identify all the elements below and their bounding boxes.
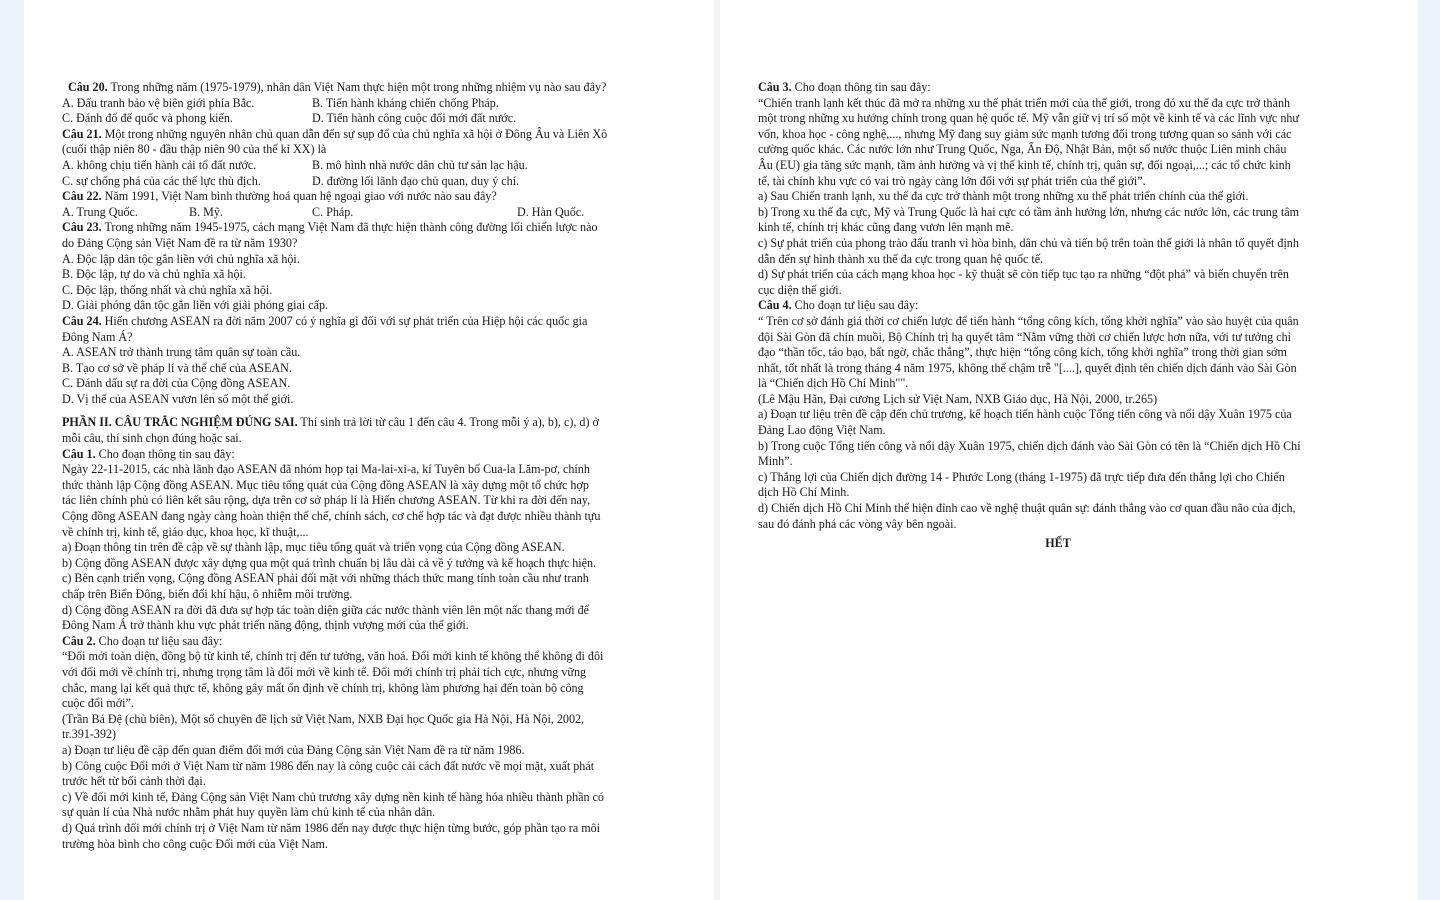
answer-option-a: A. ASEAN trở thành trung tâm quân sự toàn cầu. — [62, 345, 301, 360]
section-spacer — [62, 407, 702, 415]
answer-option-c: C. Pháp. — [312, 204, 354, 219]
statement-d: d) Quá trình đổi mới chính trị ở Việt Nam từ năm 1986 đến nay được thực hiện từng bước, góp phần tạo ra môi — [62, 820, 601, 835]
statement-b: b) Trong xu thế đa cực, Mỹ và Trung Quốc là hai cực có tầm ảnh hưởng lớn, nhưng các nước lớn, các trung tâm — [758, 204, 1299, 219]
part-2-question-4-stem — [758, 298, 1398, 314]
answer-option-b: B. Tiến hành kháng chiến chống Pháp. — [312, 95, 499, 110]
question-23-stem — [62, 220, 702, 236]
part-2-question-3-stem — [758, 80, 1398, 96]
answer-option-c: C. Đánh dấu sự ra đời của Cộng đồng ASEAN. — [62, 376, 291, 391]
right-page-content — [758, 80, 1398, 552]
question-text: Cho đoạn tư liệu sau đây: — [95, 633, 223, 648]
text-line: đạo “thần tốc, táo bạo, bất ngờ, chắc thắng”, thực hiện “tổng công kích, tổng khởi nghĩa” trong thời gian sớm — [758, 345, 1287, 360]
answer-option-b: B. Tạo cơ sở về pháp lí và thể chế của ASEAN. — [62, 360, 292, 375]
answer-option-d: D. Tiến hành công cuộc đổi mới đất nước. — [312, 111, 517, 126]
text-line: là “Chiến dịch Hồ Chí Minh"". — [758, 376, 909, 391]
answer-option-b: B. Độc lập, tự do và chủ nghĩa xã hội. — [62, 267, 246, 282]
statement-d: d) Cộng đồng ASEAN ra đời đã đưa sự hợp tác toàn diện giữa các nước thành viên lên một nấc thang mới để — [62, 602, 590, 617]
question-text: Một trong những nguyên nhân chủ quan dẫn đến sự sụp đổ của chủ nghĩa xã hội ở Đông Âu và Liên Xô — [101, 126, 608, 141]
answer-option-b: B. mô hình nhà nước dân chủ tư sản lạc hậu. — [312, 157, 528, 172]
statement-c: c) Bên cạnh triển vọng, Cộng đồng ASEAN phải đối mặt với những thách thức mang tính toàn cầu như tranh — [62, 571, 589, 586]
text-line: chắc, mang lại kết quả thực tế, không gây mất ổn định về chính trị, không làm phương hại đến toàn bộ công — [62, 680, 584, 695]
question-number: Câu 2. — [62, 633, 96, 648]
text-line: về chính trị, kinh tế, giáo dục, khoa học, kĩ thuật,... — [62, 524, 309, 539]
question-21-options-row-2 — [62, 174, 702, 190]
statement-d-cont: trường hòa bình cho công cuộc Đổi mới của Việt Nam. — [62, 836, 328, 851]
left-page-content — [62, 80, 702, 852]
question-20-options-row-1 — [62, 96, 702, 112]
text-line: “ Trên cơ sở đánh giá thời cơ chiến lược để tiến hành “tổng công kích, tổng khởi nghĩa” vào sào huyệt của quân — [758, 313, 1299, 328]
text-line: với đổi mới về chính trị, nhưng trọng tâm là đổi mới về kinh tế. Đổi mới chính trị phải tích cực, nhưng vững — [62, 664, 587, 679]
answer-option-b: B. Mỹ. — [189, 204, 223, 219]
part-2-instructions: Thí sinh trả lời từ câu 1 đến câu 4. Trong mỗi ý a), b), c), d) ở — [297, 415, 599, 430]
statement-c-cont: dịch Hồ Chí Minh. — [758, 485, 850, 500]
statement-b-cont: kinh tế, chính trị khác cũng đang vươn lên mạnh mẽ. — [758, 220, 1014, 235]
question-text: Trong những năm 1945-1975, cách mạng Việt Nam đã thực hiện thành công đường lối chiến lược nào — [101, 220, 598, 235]
question-text: Trong những năm (1975-1979), nhân dân Việt Nam thực hiện một trong những nhiệm vụ nào sau đây? — [107, 80, 607, 94]
text-line: cuộc đổi mới”. — [62, 696, 134, 711]
question-text: Cho đoạn thông tin sau đây: — [95, 446, 235, 461]
question-number: Câu 22. — [62, 189, 102, 204]
question-20-options-row-2 — [62, 111, 702, 127]
part-2-question-2-body — [62, 649, 702, 852]
statement-a: a) Đoạn tư liệu đề cập đến quan điểm đổi mới của Đảng Cộng sản Việt Nam đề ra từ năm 1986. — [62, 742, 525, 757]
statement-c: c) Thắng lợi của Chiến dịch đường 14 - Phước Long (tháng 1-1975) đã trực tiếp đưa đến thắng lợi cho Chiến — [758, 469, 1285, 484]
question-number: Câu 23. — [62, 220, 102, 235]
part-2-question-3-body — [758, 96, 1398, 299]
question-22-stem — [62, 189, 702, 205]
statement-a: a) Đoạn thông tin trên đề cập về sự thành lập, mục tiêu tổng quát và triển vọng của Cộng đồng ASEAN. — [62, 540, 565, 555]
statement-a: a) Đoạn tư liệu trên đề cập đến chủ trương, kế hoạch tiến hành cuộc Tổng tiến công và nổi dậy Xuân 1975 của — [758, 407, 1292, 422]
part-2-heading — [62, 415, 702, 431]
question-24-stem — [62, 314, 702, 330]
statement-d-cont: sau đó đánh phá các vòng vây bên ngoài. — [758, 516, 957, 531]
statement-d: d) Sự phát triển của cách mạng khoa học - kỹ thuật sẽ còn tiếp tục tạo ra những “đột phá” và biến chuyển trên — [758, 267, 1289, 282]
question-21-options-row-1 — [62, 158, 702, 174]
part-2-title: PHẦN II. CÂU TRẮC NGHIỆM ĐÚNG SAI. — [62, 415, 298, 430]
question-20-stem — [62, 80, 702, 96]
statement-b: b) Cộng đồng ASEAN được xây dựng qua một quá trình chuẩn bị lâu dài cả về ý tưởng và kế hoạch thực hiện. — [62, 555, 597, 570]
text-line: cường quốc khác. Các nước lớn như Trung Quốc, Nga, Ấn Độ, Nhật Bản, một số nước thuộc Liên minh châu — [758, 142, 1287, 157]
end-marker: HẾT — [1045, 536, 1071, 551]
citation: (Trần Bá Đệ (chủ biên), Một số chuyên đề lịch sử Việt Nam, NXB Đại học Quốc gia Hà Nội, Hà Nội, 2002, — [62, 711, 585, 726]
statement-a-cont: Đảng Lao động Việt Nam. — [758, 423, 886, 438]
answer-option-d: D. Giải phóng dân tộc gắn liền với giải phóng giai cấp. — [62, 298, 329, 313]
statement-b: b) Trong cuộc Tổng tiến công và nổi dậy Xuân 1975, chiến dịch đánh vào Sài Gòn có tên là “Chiến dịch Hồ Chí — [758, 438, 1301, 453]
statement-c-cont: dẫn đến sự hình thành xu thế đa cực trong quan hệ quốc tế. — [758, 251, 1044, 266]
answer-option-d: D. Vị thế của ASEAN vươn lên số một thế giới. — [62, 391, 294, 406]
answer-option-d: D. đường lối lãnh đạo chủ quan, duy ý chí. — [312, 173, 520, 188]
statement-d: d) Chiến dịch Hồ Chí Minh thể hiện đỉnh cao về nghệ thuật quân sự: đánh thẳng vào cơ quan đầu não của địch, — [758, 501, 1296, 516]
part-2-question-2-stem — [62, 634, 702, 650]
answer-option-d: D. Hàn Quốc. — [517, 204, 585, 219]
question-number: Câu 20. — [68, 80, 108, 94]
text-line: tế, tài chính khu vực có vai trò ngày càng lớn đối với sự phát triển của thế giới”. — [758, 173, 1146, 188]
viewer-background-right — [1418, 0, 1440, 900]
answer-option-a: A. Trung Quốc. — [62, 204, 138, 219]
question-23-stem-cont: do Đảng Cộng sản Việt Nam đề ra từ năm 1930? — [62, 235, 298, 250]
question-text: Năm 1991, Việt Nam bình thường hoá quan hệ ngoại giao với nước nào sau đây? — [101, 189, 497, 204]
statement-d-cont: Đông Nam Á trở thành khu vực phát triển năng động, thịnh vượng mới của thế giới. — [62, 618, 469, 633]
text-line: tác liên chính phủ có liên kết sâu rộng, dựa trên cơ sở pháp lí là Hiến chương ASEAN. Từ khi ra đời đến nay, — [62, 493, 591, 508]
question-22-options — [62, 205, 702, 221]
citation-cont: tr.391-392) — [62, 727, 117, 742]
right-page — [720, 0, 1418, 900]
part-2-question-1-body — [62, 462, 702, 634]
question-24-stem-cont: Đông Nam Á? — [62, 329, 133, 344]
statement-d-cont: cục diện thế giới. — [758, 282, 842, 297]
statement-b: b) Công cuộc Đổi mới ở Việt Nam từ năm 1986 đến nay là công cuộc cải cách đất nước về mọi mặt, xuất phát — [62, 758, 595, 773]
part-2-question-1-stem — [62, 447, 702, 463]
question-number: Câu 21. — [62, 126, 102, 141]
text-line: “Chiến tranh lạnh kết thúc đã mở ra những xu thế phát triển mới của thế giới, trong đó xu thế đa cực trở thành — [758, 95, 1291, 110]
part-2-instructions-cont: mỗi câu, thí sinh chọn đúng hoặc sai. — [62, 431, 242, 446]
statement-b-cont: Minh”. — [758, 454, 793, 469]
text-line: vốn, khoa học - công nghệ,..., nhưng Mỹ đang suy giảm sức mạnh tương đối trong tương quan so sánh với các — [758, 126, 1292, 141]
question-text: Cho đoạn tư liệu sau đây: — [791, 298, 919, 313]
statement-c-cont: sự quản lí của Nhà nước nhằm phát huy quyền làm chủ kinh tế của nhân dân. — [62, 805, 436, 820]
answer-option-c: C. Độc lập, thống nhất và chủ nghĩa xã hội. — [62, 282, 273, 297]
statement-c: c) Sự phát triển của phong trào đấu tranh vì hòa bình, dân chủ và tiến bộ trên toàn thế giới là nhân tố quyết định — [758, 235, 1299, 250]
text-line: thức thành lập Cộng đồng ASEAN. Mục tiêu tổng quát của Cộng đồng ASEAN là xây dựng một tổ chức hợp — [62, 477, 589, 492]
part-2-question-4-body — [758, 314, 1398, 532]
answer-option-c: C. sự chống phá của các thế lực thù địch. — [62, 173, 261, 188]
answer-option-a: A. không chịu tiến hành cải tổ đất nước. — [62, 157, 257, 172]
statement-a: a) Sau Chiến tranh lạnh, xu thế đa cực trở thành một trong những xu thế phát triển chính của thế giới. — [758, 189, 1249, 204]
statement-c-cont: chấp trên Biển Đông, biến đổi khí hậu, ô nhiễm môi trường. — [62, 587, 353, 601]
text-line: đội Sài Gòn đã chín muồi, Bộ Chính trị hạ quyết tâm “Nắm vững thời cơ chiến lược hơn nữa, với tư tưởng chỉ — [758, 329, 1291, 344]
citation: (Lê Mậu Hãn, Đại cương Lịch sử Việt Nam, NXB Giáo dục, Hà Nội, 2000, tr.265) — [758, 391, 1158, 406]
text-line: “Đổi mới toàn diện, đồng bộ từ kinh tế, chính trị đến tư tưởng, văn hoá. Đổi mới kinh tế không thể không đi đôi — [62, 649, 604, 664]
text-line: một trong những xu hướng chính trong quan hệ quốc tế. Mỹ vẫn giữ vị trí số một về kinh tế và các lĩnh vực như — [758, 111, 1299, 126]
text-line: Ngày 22-11-2015, các nhà lãnh đạo ASEAN đã nhóm họp tại Ma-lai-xi-a, kí Tuyên bố Cua-la Lăm-pơ, chính — [62, 462, 590, 477]
question-number: Câu 3. — [758, 80, 792, 94]
answer-option-c: C. Đánh đổ đế quốc và phong kiến. — [62, 111, 233, 126]
question-text: Hiến chương ASEAN ra đời năm 2007 có ý nghĩa gì đối với sự phát triển của Hiệp hội các quốc gia — [101, 313, 588, 328]
question-number: Câu 4. — [758, 298, 792, 313]
question-text: Cho đoạn thông tin sau đây: — [791, 80, 931, 94]
question-number: Câu 24. — [62, 313, 102, 328]
viewer-background-left — [0, 0, 24, 900]
text-line: Âu (EU) gia tăng sức mạnh, tầm ảnh hưởng và vị thế kinh tế, chính trị, quân sự, đối ngoại,...; các tổ chức kinh — [758, 157, 1291, 172]
text-line: Cộng đồng ASEAN đang ngày càng hoàn thiện thể chế, chính sách, cơ chế hợp tác và đạt được nhiều thành tựu — [62, 509, 601, 524]
question-21-stem — [62, 127, 702, 143]
statement-b-cont: trước hết từ bối cảnh thời đại. — [62, 774, 206, 789]
statement-c: c) Về đổi mới kinh tế, Đảng Cộng sản Việt Nam chủ trương xây dựng nền kinh tế hàng hóa nhiều thành phần có — [62, 789, 604, 804]
answer-option-a: A. Đấu tranh bảo vệ biên giới phía Bắc. — [62, 95, 255, 110]
question-21-stem-cont: (cuối thập niên 80 - đầu thập niên 90 của thế kỉ XX) là — [62, 142, 327, 157]
answer-option-a: A. Độc lập dân tộc gắn liền với chủ nghĩa xã hội. — [62, 251, 300, 266]
left-page — [24, 0, 714, 900]
text-line: nhất, tốt nhất là trong tháng 4 năm 1975, không thể chậm trễ "[....], quyết định tên chiến dịch đánh vào Sài Gòn — [758, 360, 1297, 375]
question-number: Câu 1. — [62, 446, 96, 461]
